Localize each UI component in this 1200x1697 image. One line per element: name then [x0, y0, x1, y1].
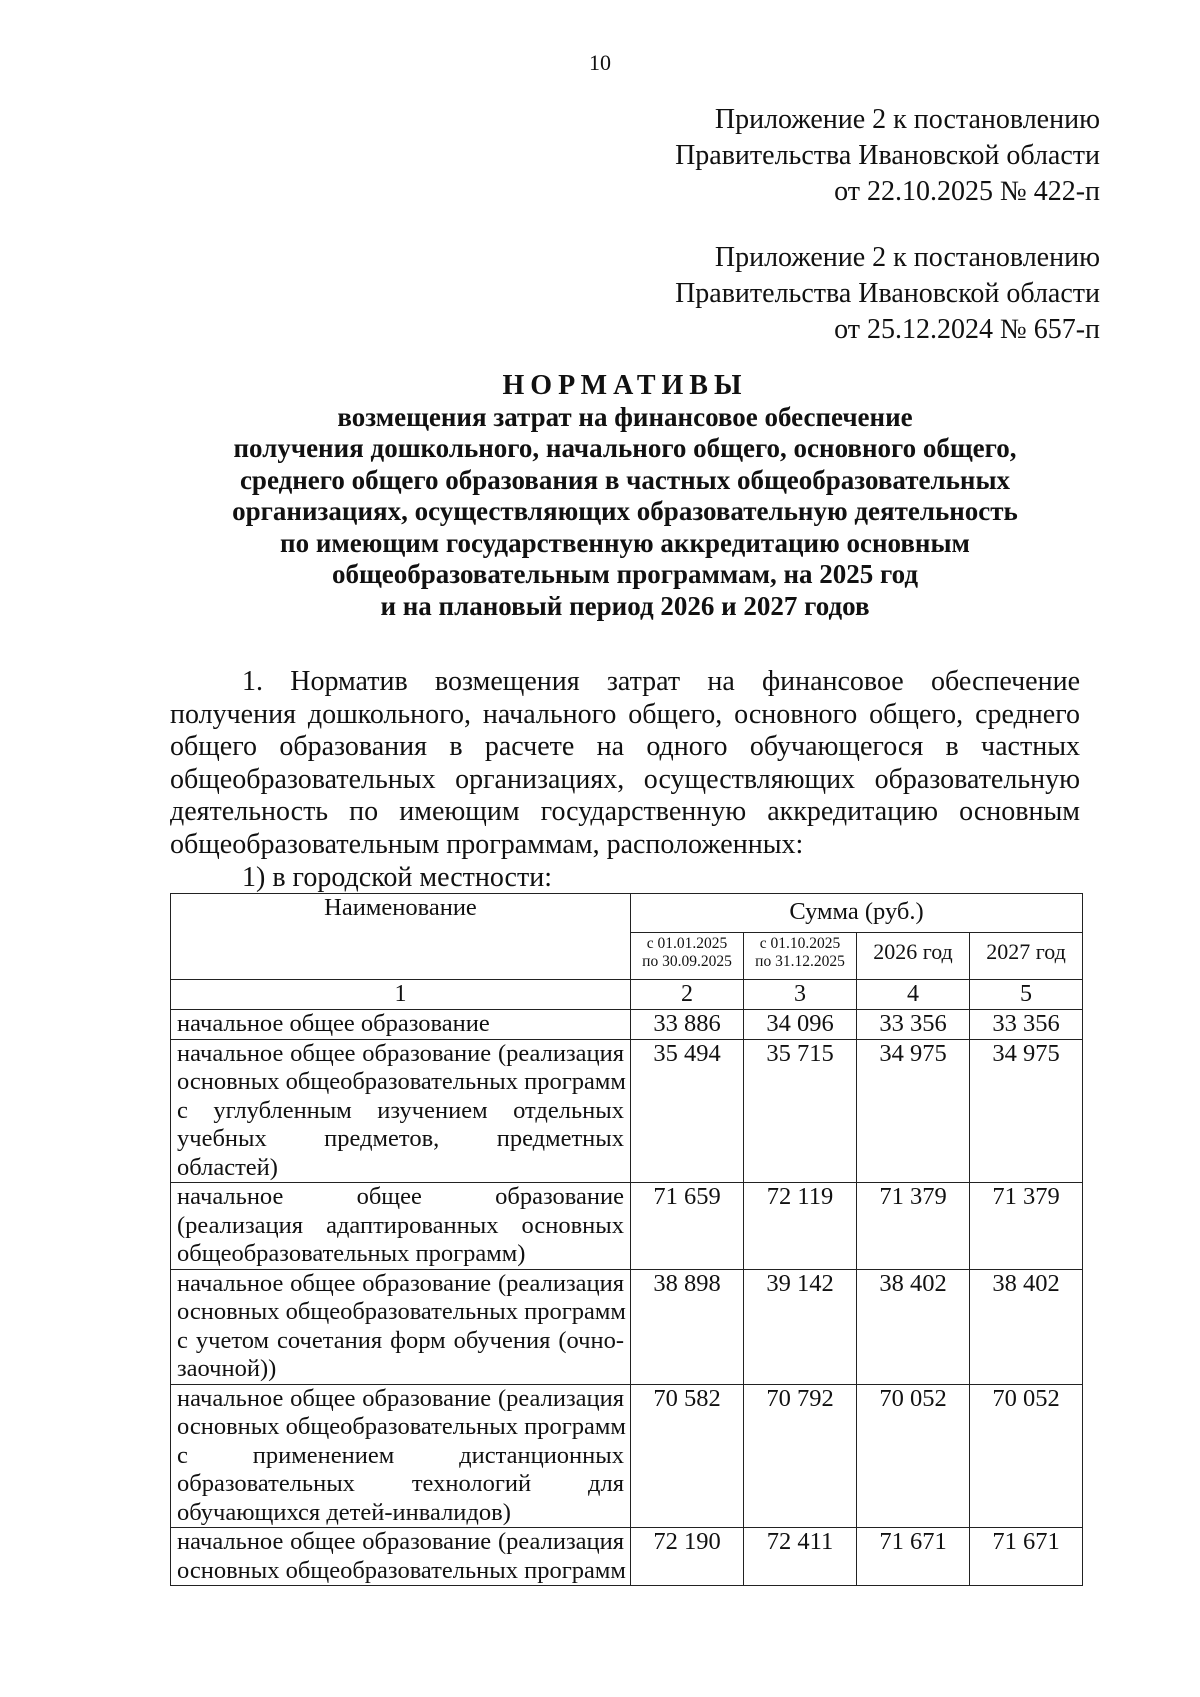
column-number: 5	[970, 980, 1083, 1010]
appendix-reference-new	[675, 102, 1100, 210]
title-line: общеобразовательным программам, на 2025 год	[331, 559, 918, 589]
title-line: возмещения затрат на финансовое обеспечение	[337, 401, 913, 432]
column-numbers-row	[171, 980, 1083, 1010]
table-row	[171, 1010, 1083, 1040]
paragraph-line: общеобразовательным программам, расположенных:	[170, 828, 804, 860]
appendix-line: Правительства Ивановской области	[675, 278, 1100, 309]
row-name-line: областей)	[177, 1153, 278, 1181]
row-name-line: общеобразовательных программ)	[177, 1240, 526, 1267]
row-value: 71 659	[631, 1183, 744, 1270]
table-row	[171, 1183, 1083, 1270]
row-value: 33 356	[857, 1010, 970, 1040]
header-period-2	[744, 933, 857, 980]
title-line: организациях, осуществляющих образовательную деятельность	[232, 496, 1018, 526]
row-name-line: образовательных технологий для	[177, 1470, 624, 1497]
row-value: 34 975	[857, 1039, 970, 1183]
row-name-line: начальное общее образование	[177, 1183, 624, 1210]
appendix-line: Правительства Ивановской области	[675, 140, 1100, 171]
table-row	[171, 1039, 1083, 1183]
row-name	[171, 1384, 631, 1528]
paragraph-line: деятельность по имеющим государственную аккредитацию основным	[170, 796, 1080, 827]
row-value: 38 898	[631, 1269, 744, 1384]
table-row	[171, 1528, 1083, 1586]
row-name-line: основных общеобразовательных программ	[177, 1068, 626, 1095]
table-row	[171, 1269, 1083, 1384]
row-value: 34 975	[970, 1039, 1083, 1183]
row-name-line: начальное общее образование (реализация	[177, 1039, 624, 1067]
paragraph-line: общеобразовательных организациях, осуществляющих образовательную	[170, 763, 1080, 795]
row-name	[171, 1269, 631, 1384]
row-name	[171, 1183, 631, 1270]
row-value: 38 402	[857, 1269, 970, 1384]
header-year-2026: 2026 год	[857, 933, 970, 980]
paragraph-line: 1. Норматив возмещения затрат на финансовое обеспечение	[242, 666, 1080, 697]
paragraph-line: общего образования в расчете на одного обучающегося в частных	[170, 731, 1080, 762]
row-name-line: основных общеобразовательных программ	[177, 1298, 626, 1325]
column-number: 2	[631, 980, 744, 1010]
row-name-line: начальное общее образование (реализация	[177, 1269, 624, 1297]
row-name-line: с применением дистанционных	[177, 1441, 624, 1469]
title-line: получения дошкольного, начального общего, основного общего,	[233, 433, 1017, 463]
appendix-line: от 22.10.2025 № 422-п	[834, 176, 1100, 207]
header-period-to: по 31.12.2025	[755, 953, 845, 970]
row-name-line: основных общеобразовательных программ	[177, 1413, 626, 1440]
table-row	[171, 1384, 1083, 1528]
page-number: 10	[589, 50, 611, 75]
row-value: 70 052	[970, 1384, 1083, 1528]
row-name-line: (реализация адаптированных основных	[177, 1211, 624, 1239]
row-value: 39 142	[744, 1269, 857, 1384]
paragraph-1	[170, 666, 1080, 861]
appendix-line: от 25.12.2024 № 657-п	[834, 314, 1100, 345]
title-line: и на плановый период 2026 и 2027 годов	[380, 590, 870, 621]
row-name	[171, 1010, 631, 1040]
row-value: 35 715	[744, 1039, 857, 1183]
row-name-line: с углубленным изучением отдельных	[177, 1096, 624, 1124]
row-value: 71 379	[970, 1183, 1083, 1270]
row-value: 70 582	[631, 1384, 744, 1528]
header-sum: Сумма (руб.)	[631, 894, 1083, 933]
title-line: среднего общего образования в частных общеобразовательных	[239, 464, 1011, 495]
row-value: 35 494	[631, 1039, 744, 1183]
row-name-line: начальное общее образование	[177, 1010, 490, 1037]
title-heading: НОРМАТИВЫ	[502, 370, 748, 401]
row-value: 72 411	[744, 1528, 857, 1586]
header-period-from: с 01.10.2025	[759, 935, 841, 952]
row-value: 70 792	[744, 1384, 857, 1528]
row-name-line: обучающихся детей-инвалидов)	[177, 1498, 511, 1526]
header-year-2027: 2027 год	[970, 933, 1083, 980]
row-name	[171, 1528, 631, 1586]
row-name	[171, 1039, 631, 1183]
column-number: 4	[857, 980, 970, 1010]
subitem-urban: 1) в городской местности:	[242, 862, 552, 893]
appendix-reference-old	[675, 240, 1100, 348]
row-value: 72 119	[744, 1183, 857, 1270]
normatives-table	[170, 893, 1083, 1586]
row-value: 71 671	[857, 1528, 970, 1586]
header-period-1	[631, 933, 744, 980]
document-title	[170, 370, 1080, 622]
row-value: 71 671	[970, 1528, 1083, 1586]
row-name-line: учебных предметов, предметных	[177, 1125, 624, 1152]
header-name: Наименование	[171, 894, 631, 980]
row-value: 33 356	[970, 1010, 1083, 1040]
row-value: 38 402	[970, 1269, 1083, 1384]
header-period-to: по 30.09.2025	[642, 953, 732, 970]
appendix-line: Приложение 2 к постановлению	[714, 242, 1100, 273]
column-number: 1	[171, 980, 631, 1010]
row-value: 33 886	[631, 1010, 744, 1040]
appendix-line: Приложение 2 к постановлению	[714, 104, 1100, 135]
row-name-line: начальное общее образование (реализация	[177, 1384, 624, 1412]
row-value: 72 190	[631, 1528, 744, 1586]
row-value: 71 379	[857, 1183, 970, 1270]
column-number: 3	[744, 980, 857, 1010]
row-name-line: с учетом сочетания форм обучения (очно-	[177, 1326, 624, 1354]
header-period-from: с 01.01.2025	[646, 935, 728, 952]
row-name-line: основных общеобразовательных программ	[177, 1556, 626, 1584]
row-value: 34 096	[744, 1010, 857, 1040]
row-value: 70 052	[857, 1384, 970, 1528]
row-name-line: заочной))	[177, 1355, 277, 1382]
row-name-line: начальное общее образование (реализация	[177, 1528, 624, 1555]
paragraph-line: получения дошкольного, начального общего, основного общего, среднего	[170, 698, 1080, 730]
title-line: по имеющим государственную аккредитацию основным	[280, 527, 970, 558]
